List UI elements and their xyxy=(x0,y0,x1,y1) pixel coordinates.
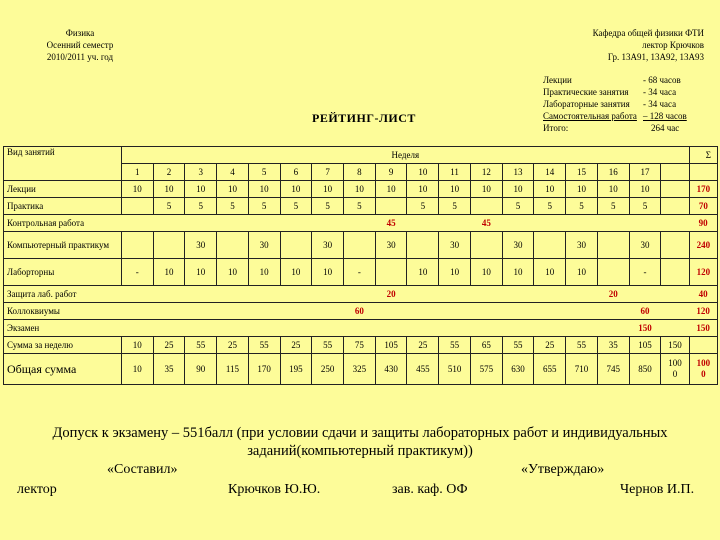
table-row xyxy=(4,286,718,303)
row-cell xyxy=(121,198,153,215)
empty-cell xyxy=(661,303,689,320)
row-cell xyxy=(470,198,502,215)
row-cell xyxy=(121,286,153,303)
row-cell xyxy=(280,303,312,320)
row-cell: 10 xyxy=(534,181,566,198)
row-cell: 20 xyxy=(597,286,629,303)
row-cell xyxy=(121,232,153,259)
row-cell: 710 xyxy=(566,354,598,385)
row-cell: 20 xyxy=(375,286,407,303)
row-cell: 10 xyxy=(407,181,439,198)
department: Кафедра общей физики ФТИ xyxy=(592,28,704,38)
week-number: 12 xyxy=(470,164,502,181)
row-cell xyxy=(439,303,471,320)
approved-label: «Утверждаю» xyxy=(521,462,605,477)
hours-row xyxy=(543,74,687,86)
page-title: РЕЙТИНГ-ЛИСТ xyxy=(312,111,416,125)
row-label: Лекции xyxy=(4,181,122,198)
row-cell xyxy=(407,303,439,320)
row-cell: 655 xyxy=(534,354,566,385)
row-cell xyxy=(597,259,629,286)
row-label: Защита лаб. работ xyxy=(4,286,122,303)
admission-note: Допуск к экзамену – 551балл (при условии сдачи и защиты лабораторных работ и индивидуальных заданий(компьютерный практикум)) xyxy=(52,425,668,459)
week-number: 7 xyxy=(312,164,344,181)
row-cell xyxy=(629,215,661,232)
row-cell: 430 xyxy=(375,354,407,385)
row-cell: 35 xyxy=(153,354,185,385)
hours-name: Практические занятия xyxy=(543,87,629,97)
row-cell: 250 xyxy=(312,354,344,385)
rating-table xyxy=(3,146,718,385)
row-cell: 10 xyxy=(217,181,249,198)
row-cell: 5 xyxy=(280,198,312,215)
row-cell xyxy=(597,303,629,320)
week-number: 6 xyxy=(280,164,312,181)
row-cell xyxy=(280,286,312,303)
row-cell: 30 xyxy=(439,232,471,259)
row-cell xyxy=(217,286,249,303)
row-cell: 510 xyxy=(439,354,471,385)
row-cell xyxy=(375,320,407,337)
week-number: 1 xyxy=(121,164,153,181)
week-number: 13 xyxy=(502,164,534,181)
table-row xyxy=(4,320,718,337)
row-cell xyxy=(629,286,661,303)
row-cell: 55 xyxy=(439,337,471,354)
row-cell: 10 xyxy=(185,181,217,198)
row-cell: 850 xyxy=(629,354,661,385)
row-cell: 75 xyxy=(344,337,376,354)
hours-row xyxy=(543,98,687,110)
row-cell: 5 xyxy=(248,198,280,215)
row-cell: 10 xyxy=(121,337,153,354)
row-cell: 5 xyxy=(153,198,185,215)
row-cell: 45 xyxy=(375,215,407,232)
compiled-label: «Составил» xyxy=(107,462,178,477)
row-cell: 10 xyxy=(629,181,661,198)
week-number: 10 xyxy=(407,164,439,181)
row-cell xyxy=(217,215,249,232)
subject: Физика xyxy=(65,28,95,38)
row-cell: 10 xyxy=(470,259,502,286)
row-sum: 120 xyxy=(689,303,717,320)
empty-cell xyxy=(661,259,689,286)
row-cell xyxy=(502,303,534,320)
row-cell xyxy=(470,320,502,337)
row-extra: 1000 xyxy=(661,354,689,385)
row-cell: 10 xyxy=(439,259,471,286)
row-cell xyxy=(217,232,249,259)
head-name: Чернов И.П. xyxy=(620,482,695,497)
week-number: 17 xyxy=(629,164,661,181)
row-cell: - xyxy=(344,259,376,286)
week-number: 4 xyxy=(217,164,249,181)
row-cell xyxy=(185,303,217,320)
row-cell: 35 xyxy=(597,337,629,354)
row-cell: 10 xyxy=(534,259,566,286)
groups: Гр. 13А91, 13А92, 13А93 xyxy=(607,52,704,62)
row-cell: 10 xyxy=(407,259,439,286)
row-cell xyxy=(248,215,280,232)
row-cell: 5 xyxy=(185,198,217,215)
row-cell: 10 xyxy=(566,259,598,286)
hours-row xyxy=(543,86,687,98)
row-cell: 55 xyxy=(566,337,598,354)
row-cell: - xyxy=(629,259,661,286)
row-cell: 5 xyxy=(407,198,439,215)
row-cell xyxy=(280,215,312,232)
row-cell xyxy=(312,215,344,232)
row-cell: 10 xyxy=(344,181,376,198)
empty-cell xyxy=(661,164,689,181)
col-header-week: Неделя xyxy=(121,147,689,164)
row-cell: 25 xyxy=(217,337,249,354)
row-label: Контрольная работа xyxy=(4,215,122,232)
row-label: Экзамен xyxy=(4,320,122,337)
table-header-row xyxy=(4,147,718,164)
row-cell xyxy=(439,215,471,232)
row-cell: 30 xyxy=(629,232,661,259)
row-cell xyxy=(217,320,249,337)
row-cell xyxy=(407,320,439,337)
row-cell: 5 xyxy=(344,198,376,215)
row-cell: 195 xyxy=(280,354,312,385)
row-cell: 455 xyxy=(407,354,439,385)
row-sum: 70 xyxy=(689,198,717,215)
row-cell: 55 xyxy=(248,337,280,354)
row-cell xyxy=(375,259,407,286)
row-cell xyxy=(597,320,629,337)
hours-value: - 68 часов xyxy=(643,75,681,85)
row-cell: 10 xyxy=(312,181,344,198)
row-cell: 30 xyxy=(312,232,344,259)
empty-cell xyxy=(689,337,717,354)
row-cell xyxy=(312,286,344,303)
header-left xyxy=(0,27,160,63)
row-cell xyxy=(248,286,280,303)
row-cell xyxy=(312,320,344,337)
week-number: 16 xyxy=(597,164,629,181)
row-cell xyxy=(566,320,598,337)
row-cell: 5 xyxy=(439,198,471,215)
row-cell: 10 xyxy=(502,181,534,198)
row-cell xyxy=(121,320,153,337)
row-cell xyxy=(344,215,376,232)
row-cell xyxy=(248,320,280,337)
row-cell: 10 xyxy=(439,181,471,198)
hours-value: - 34 часа xyxy=(643,87,677,97)
hours-summary xyxy=(543,74,687,134)
row-cell xyxy=(344,232,376,259)
row-cell xyxy=(566,286,598,303)
row-cell xyxy=(470,303,502,320)
table-row xyxy=(4,337,718,354)
row-cell xyxy=(534,232,566,259)
week-number: 14 xyxy=(534,164,566,181)
row-cell: 5 xyxy=(629,198,661,215)
table-row xyxy=(4,215,718,232)
row-cell xyxy=(534,215,566,232)
row-cell: 90 xyxy=(185,354,217,385)
head-role: зав. каф. ОФ xyxy=(392,482,468,497)
row-cell: 10 xyxy=(248,181,280,198)
empty-cell xyxy=(661,320,689,337)
row-cell xyxy=(153,320,185,337)
row-cell: 105 xyxy=(629,337,661,354)
row-cell xyxy=(121,215,153,232)
table-row xyxy=(4,181,718,198)
row-cell: 575 xyxy=(470,354,502,385)
row-cell xyxy=(153,232,185,259)
row-cell xyxy=(153,303,185,320)
row-sum: 240 xyxy=(689,232,717,259)
week-number: 2 xyxy=(153,164,185,181)
row-cell xyxy=(280,320,312,337)
lecturer-line: лектор Крючков xyxy=(642,40,704,50)
week-number: 3 xyxy=(185,164,217,181)
row-label: Общая сумма xyxy=(4,354,122,385)
row-cell xyxy=(534,320,566,337)
table-row xyxy=(4,259,718,286)
row-cell: 10 xyxy=(153,181,185,198)
row-cell xyxy=(566,215,598,232)
row-cell xyxy=(502,320,534,337)
hours-name: Итого: xyxy=(543,123,569,133)
row-label: Лаборторны xyxy=(4,259,122,286)
row-cell xyxy=(185,215,217,232)
row-cell: 10 xyxy=(121,354,153,385)
row-cell xyxy=(502,215,534,232)
row-cell: 115 xyxy=(217,354,249,385)
row-cell xyxy=(153,286,185,303)
table-row xyxy=(4,198,718,215)
row-cell xyxy=(153,215,185,232)
academic-year: 2010/2011 уч. год xyxy=(46,52,114,62)
header-right xyxy=(520,27,720,63)
hours-value: - 34 часа xyxy=(643,99,677,109)
row-cell xyxy=(375,198,407,215)
row-cell: 5 xyxy=(597,198,629,215)
row-cell: 25 xyxy=(153,337,185,354)
row-cell xyxy=(185,320,217,337)
empty-cell xyxy=(689,164,717,181)
row-cell: 60 xyxy=(344,303,376,320)
week-number: 8 xyxy=(344,164,376,181)
row-cell: 45 xyxy=(470,215,502,232)
hours-row xyxy=(543,110,687,122)
row-cell xyxy=(597,232,629,259)
row-sum: 170 xyxy=(689,181,717,198)
row-cell: 10 xyxy=(566,181,598,198)
empty-cell xyxy=(661,232,689,259)
row-cell: 5 xyxy=(502,198,534,215)
row-cell xyxy=(185,286,217,303)
row-cell: 10 xyxy=(502,259,534,286)
hours-name: Лабораторные занятия xyxy=(543,99,630,109)
row-cell xyxy=(121,303,153,320)
row-cell xyxy=(344,320,376,337)
row-cell: 10 xyxy=(153,259,185,286)
row-cell: 55 xyxy=(502,337,534,354)
row-cell: 25 xyxy=(280,337,312,354)
row-sum: 40 xyxy=(689,286,717,303)
row-cell: 150 xyxy=(629,320,661,337)
row-cell: 105 xyxy=(375,337,407,354)
row-cell xyxy=(534,303,566,320)
row-cell: 10 xyxy=(217,259,249,286)
row-cell: 5 xyxy=(312,198,344,215)
row-label: Компьютерный практикум xyxy=(4,232,122,259)
row-extra: 150 xyxy=(661,337,689,354)
row-cell xyxy=(439,320,471,337)
row-cell xyxy=(534,286,566,303)
row-cell: 10 xyxy=(185,259,217,286)
row-cell: 10 xyxy=(470,181,502,198)
row-cell: 25 xyxy=(407,337,439,354)
row-sum: 120 xyxy=(689,259,717,286)
lecturer-role: лектор xyxy=(17,482,57,497)
hours-name: Лекции xyxy=(543,75,572,85)
col-header-sum: Σ xyxy=(689,147,717,164)
row-cell: 170 xyxy=(248,354,280,385)
hours-row xyxy=(543,122,687,134)
row-cell: 325 xyxy=(344,354,376,385)
row-cell xyxy=(280,232,312,259)
row-cell: 65 xyxy=(470,337,502,354)
row-label: Практика xyxy=(4,198,122,215)
row-cell xyxy=(502,286,534,303)
row-cell: 10 xyxy=(280,259,312,286)
table-row xyxy=(4,303,718,320)
row-cell: 10 xyxy=(312,259,344,286)
semester: Осенний семестр xyxy=(46,40,114,50)
row-cell xyxy=(312,303,344,320)
week-number: 5 xyxy=(248,164,280,181)
row-cell: 10 xyxy=(121,181,153,198)
row-cell: - xyxy=(121,259,153,286)
empty-cell xyxy=(661,286,689,303)
row-cell: 5 xyxy=(566,198,598,215)
row-cell xyxy=(217,303,249,320)
row-cell: 25 xyxy=(534,337,566,354)
row-cell: 5 xyxy=(534,198,566,215)
row-cell: 30 xyxy=(566,232,598,259)
row-label: Сумма за неделю xyxy=(4,337,122,354)
week-number: 15 xyxy=(566,164,598,181)
empty-cell xyxy=(661,215,689,232)
row-cell xyxy=(407,286,439,303)
row-cell xyxy=(470,286,502,303)
row-cell xyxy=(375,303,407,320)
row-cell: 30 xyxy=(375,232,407,259)
row-cell xyxy=(439,286,471,303)
row-cell xyxy=(470,232,502,259)
row-cell: 30 xyxy=(502,232,534,259)
empty-cell xyxy=(661,198,689,215)
row-cell xyxy=(597,215,629,232)
row-sum: 150 xyxy=(689,320,717,337)
row-cell: 30 xyxy=(185,232,217,259)
row-cell: 10 xyxy=(375,181,407,198)
hours-value: – 128 часов xyxy=(643,111,687,121)
row-cell: 30 xyxy=(248,232,280,259)
row-label: Коллоквиумы xyxy=(4,303,122,320)
week-number: 11 xyxy=(439,164,471,181)
row-cell: 745 xyxy=(597,354,629,385)
row-cell: 60 xyxy=(629,303,661,320)
lecturer-name: Крючков Ю.Ю. xyxy=(228,482,321,497)
row-cell xyxy=(566,303,598,320)
row-cell xyxy=(407,232,439,259)
row-cell xyxy=(248,303,280,320)
row-sum: 1000 xyxy=(689,354,717,385)
hours-value: 264 час xyxy=(651,123,680,133)
row-cell xyxy=(344,286,376,303)
empty-cell xyxy=(661,181,689,198)
row-cell: 630 xyxy=(502,354,534,385)
col-header-type: Вид занятий xyxy=(4,147,122,181)
week-number: 9 xyxy=(375,164,407,181)
row-cell: 55 xyxy=(312,337,344,354)
row-cell: 55 xyxy=(185,337,217,354)
table-row xyxy=(4,354,718,385)
row-cell: 5 xyxy=(217,198,249,215)
row-cell: 10 xyxy=(597,181,629,198)
table-row xyxy=(4,232,718,259)
row-cell xyxy=(407,215,439,232)
row-cell: 10 xyxy=(280,181,312,198)
hours-name: Самостоятельная работа xyxy=(543,111,637,121)
row-sum: 90 xyxy=(689,215,717,232)
row-cell: 10 xyxy=(248,259,280,286)
